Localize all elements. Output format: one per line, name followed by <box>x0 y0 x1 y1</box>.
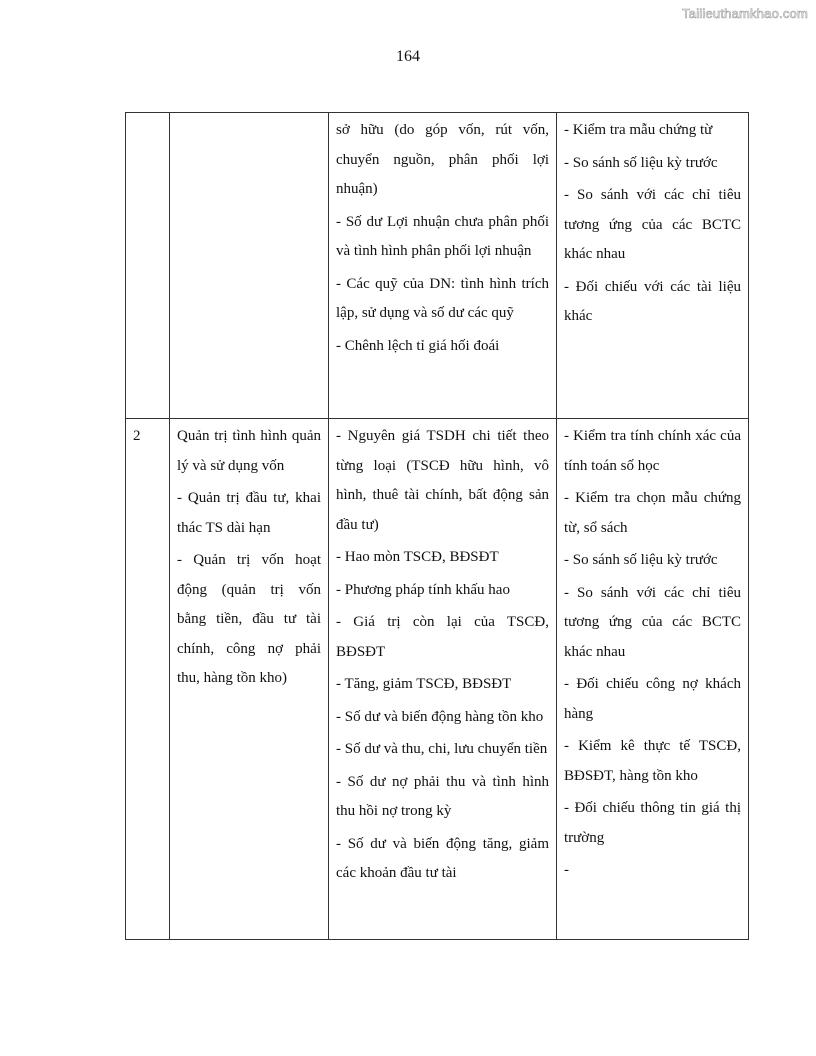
method-item: - Đối chiếu thông tin giá thị trường <box>564 800 741 846</box>
method-item: - So sánh với các chỉ tiêu tương ứng của các BCTC khác nhau <box>564 584 741 660</box>
content-item: - Quản trị đầu tư, khai thác TS dài hạn <box>177 490 321 536</box>
methods-cell <box>557 419 749 940</box>
indicator-item: - Số dư nợ phải thu và tình hình thu hồi nợ trong kỳ <box>336 773 549 819</box>
method-item: - <box>564 862 569 878</box>
indicator-item: - Các quỹ của DN: tình hình trích lập, sử dụng và số dư các quỹ <box>336 275 549 321</box>
table-row <box>126 419 749 940</box>
page-number: 164 <box>396 48 420 65</box>
method-item: - Đối chiếu với các tài liệu khác <box>564 278 741 324</box>
indicator-item: sở hữu (do góp vốn, rút vốn, chuyển nguồn, phân phối lợi nhuận) <box>336 122 549 197</box>
table-row <box>126 113 749 419</box>
method-item: - Kiểm kê thực tế TSCĐ, BĐSĐT, hàng tồn kho <box>564 738 741 784</box>
indicator-item: - Tăng, giảm TSCĐ, BĐSĐT <box>336 676 512 692</box>
indicator-item: - Chênh lệch tỉ giá hối đoái <box>336 337 500 354</box>
indicators-cell <box>329 419 557 940</box>
content-cell <box>170 113 329 419</box>
document-table <box>125 112 749 940</box>
method-item: - So sánh với các chỉ tiêu tương ứng của các BCTC khác nhau <box>564 187 741 262</box>
indicator-item: - Phương pháp tính khấu hao <box>336 581 510 598</box>
watermark-text: Tailieuthamkhao.com <box>682 6 808 21</box>
stt-cell <box>126 113 170 419</box>
content-cell <box>170 419 329 940</box>
method-item: - So sánh số liệu kỳ trước <box>564 154 718 171</box>
content-item: Quản trị tình hình quản lý và sử dụng vốn <box>177 428 321 474</box>
indicator-item: - Số dư và thu, chi, lưu chuyển tiền <box>336 741 548 757</box>
stt-cell: 2 <box>126 419 170 940</box>
indicators-cell <box>329 113 557 419</box>
indicator-item: - Nguyên giá TSDH chi tiết theo từng loại (TSCĐ hữu hình, vô hình, thuê tài chính, bất động sản đầu tư) <box>336 428 549 533</box>
content-item: - Quản trị vốn hoạt động (quản trị vốn bằng tiền, đầu tư tài chính, công nợ phải thu, hàng tồn kho) <box>177 552 321 686</box>
method-item: - Đối chiếu công nợ khách hàng <box>564 676 741 722</box>
method-item: - Kiểm tra tính chính xác của tính toán số học <box>564 428 741 474</box>
method-item: - So sánh số liệu kỳ trước <box>564 552 718 568</box>
methods-cell <box>557 113 749 419</box>
indicator-item: - Số dư Lợi nhuận chưa phân phối và tình hình phân phối lợi nhuận <box>336 213 549 259</box>
method-item: - Kiểm tra chọn mẫu chứng từ, sổ sách <box>564 490 741 536</box>
method-item: - Kiểm tra mẫu chứng từ <box>564 122 713 138</box>
indicator-item: - Giá trị còn lại của TSCĐ, BĐSĐT <box>336 614 549 660</box>
indicator-item: - Số dư và biến động tăng, giảm các khoản đầu tư tài <box>336 835 549 881</box>
indicator-item: - Hao mòn TSCĐ, BĐSĐT <box>336 549 499 565</box>
indicator-item: - Số dư và biến động hàng tồn kho <box>336 708 544 725</box>
